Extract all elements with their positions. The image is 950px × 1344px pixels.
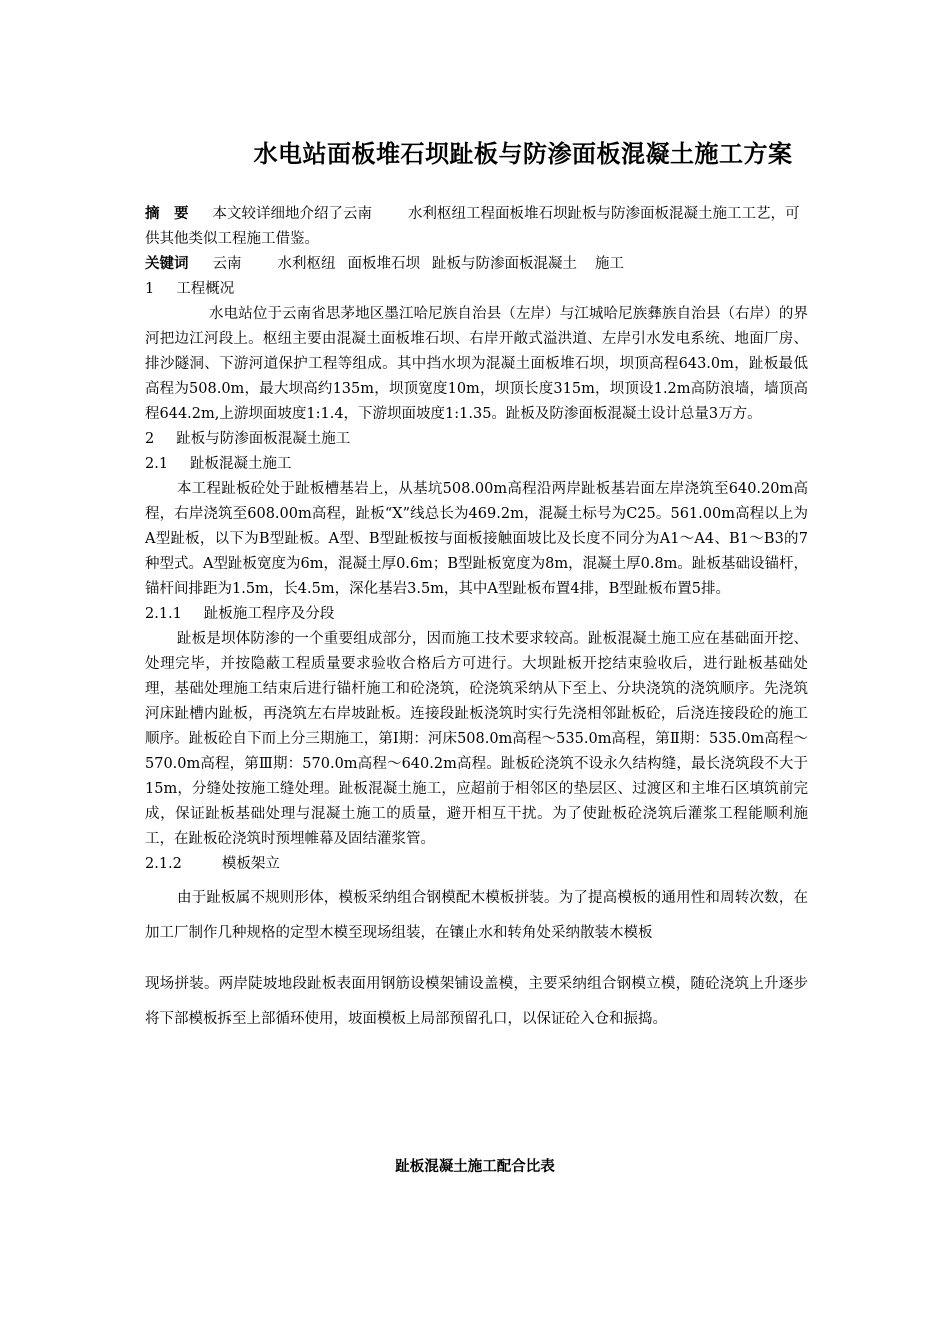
section-2-1-1-heading xyxy=(145,602,808,627)
abstract-label: 摘 要 xyxy=(145,206,189,222)
section-2-1-1-paragraph: 趾板是坝体防渗的一个重要组成部分，因而施工技术要求较高。趾板混凝土施工应在基础面开挖、处理完毕，并按隐蔽工程质量要求验收合格后方可进行。大坝趾板开挖结束验收后，进行趾板基础处理，基础处理施工结束后进行锚杆施工和砼浇筑，砼浇筑采纳从下至上、分块浇筑的浇筑顺序。先浇筑河床趾槽内趾板，再浇筑左右岸坡趾板。连接段趾板浇筑时实行先浇相邻趾板砼，后浇连接段砼的施工顺序。趾板砼自下而上分三期施工，第Ⅰ期：河床508.0m高程～535.0m高程，第Ⅱ期：535.0m高程～570.0m高程，第Ⅲ期：570.0m高程～640.2m高程。趾板砼浇筑不设永久结构缝，最长浇筑段不大于15m，分缝处按施工缝处理。趾板混凝土施工，应超前于相邻区的垫层区、过渡区和主堆石区填筑前完成，保证趾板基础处理与混凝土施工的质量，避开相互干扰。为了使趾板砼浇筑后灌浆工程能顺利施工，在趾板砼浇筑时预埋帷幕及固结灌浆管。 xyxy=(145,631,808,847)
section-number: 2.1.1 xyxy=(145,606,182,622)
keyword-1: 云南 xyxy=(212,256,242,272)
section-2-1-paragraph: 本工程趾板砼处于趾板槽基岩上，从基坑508.00m高程沿两岸趾板基岩面左岸浇筑至640.20m高程，右岸浇筑至608.00m高程，趾板“X”线总长为469.2m，混凝土标号为C25。561.00m高程以上为A型趾板，以下为B型趾板。A型、B型趾板按与面板接触面坡比及长度不同分为A1～A4、B1～B3的7种型式。A型趾板宽度为6m，混凝土厚0.6m；B型趾板宽度为8m，混凝土厚0.8m。趾板基础设锚杆，锚杆间排距为1.5m，长4.5m，深化基岩3.5m，其中A型趾板布置4排，B型趾板布置5排。 xyxy=(145,481,808,597)
document-title: 水电站面板堆石坝趾板与防渗面板混凝土施工方案 xyxy=(253,140,793,168)
keyword-3: 面板堆石坝 xyxy=(347,256,420,272)
section-2-1-2-paragraph-2: 现场拼装。两岸陡坡地段趾板表面用钢筋设模架铺设盖模，主要采纳组合钢模立模，随砼浇筑上升逐步将下部模板拆至上部循环使用，坡面模板上局部预留孔口，以保证砼入仓和振捣。 xyxy=(145,976,808,1027)
section-title: 模板架立 xyxy=(221,856,280,872)
abstract-text-b: 水利枢纽工程面板堆石坝趾板与防渗面板混凝土施工工艺，可供其他类似工程施工借鉴。 xyxy=(145,206,800,247)
keyword-4: 趾板与防渗面板混凝土 xyxy=(432,256,577,272)
section-2-1-2-paragraph-1: 由于趾板属不规则形体，模板采纳组合钢模配木模板拼装。为了提高模板的通用性和周转次数，在加工厂制作几种规格的定型木模至现场组装，在镶止水和转角处采纳散装木模板 xyxy=(145,890,808,941)
section-number: 2.1.2 xyxy=(145,856,182,872)
abstract-block xyxy=(145,202,808,252)
keyword-5: 施工 xyxy=(595,256,624,272)
section-2-1-heading xyxy=(145,452,808,477)
main-body xyxy=(145,277,808,1037)
section-1-heading xyxy=(145,277,808,302)
section-title: 趾板混凝土施工 xyxy=(190,456,292,472)
section-2-1-2-heading xyxy=(145,852,808,877)
keyword-2: 水利枢纽 xyxy=(277,256,336,272)
keywords-label: 关键词 xyxy=(145,256,189,272)
section-1-paragraph: 水电站位于云南省思茅地区墨江哈尼族自治县（左岸）与江城哈尼族彝族自治县（右岸）的界河把边江河段上。枢纽主要由混凝土面板堆石坝、右岸开敞式溢洪道、左岸引水发电系统、地面厂房、排沙隧洞、下游河道保护工程等组成。其中挡水坝为混凝土面板堆石坝，坝顶高程643.0m，趾板最低高程为508.0m，最大坝高约135m，坝顶宽度10m，坝顶长度315m，坝顶设1.2m高防浪墙，墙顶高程644.2m,上游坝面坡度1:1.4，下游坝面坡度1:1.35。趾板及防渗面板混凝土设计总量3万方。 xyxy=(145,306,808,422)
section-title: 趾板与防渗面板混凝土施工 xyxy=(176,431,351,447)
section-2-heading xyxy=(145,427,808,452)
keywords-block xyxy=(145,252,808,277)
table-caption: 趾板混凝土施工配合比表 xyxy=(395,1159,555,1175)
section-number: 2 xyxy=(145,431,155,447)
section-number: 1 xyxy=(145,281,155,297)
section-title: 工程概况 xyxy=(176,281,235,297)
section-title: 趾板施工程序及分段 xyxy=(203,606,335,622)
section-number: 2.1 xyxy=(145,456,169,472)
abstract-text-a: 本文较详细地介绍了云南 xyxy=(212,206,372,222)
